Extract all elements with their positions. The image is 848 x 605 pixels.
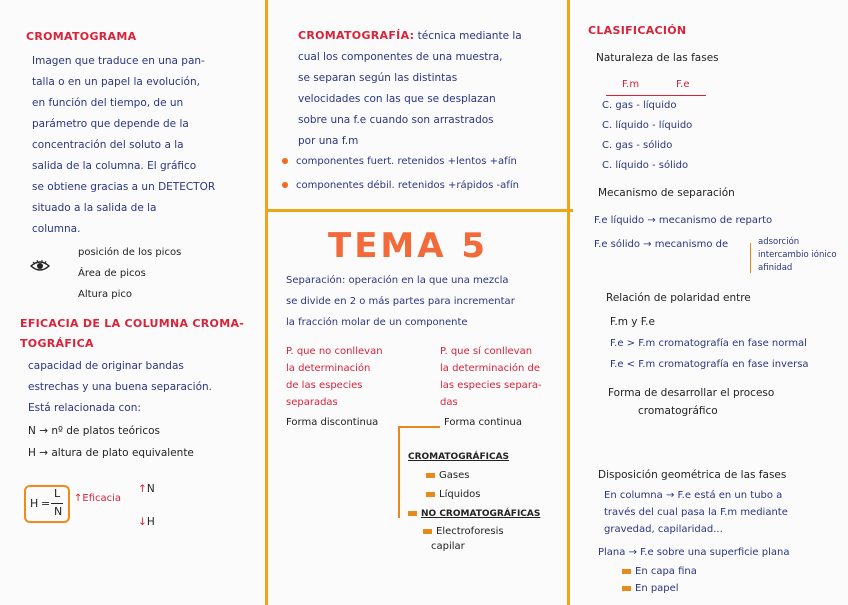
eficacia-title-line: EFICACIA DE LA COLUMNA CROMA- [20, 317, 245, 330]
dash-icon [426, 492, 435, 497]
left-line: la determinación [286, 363, 371, 374]
no-determinacion [286, 343, 383, 411]
columna-line: En columna → F.e está en un tubo a [604, 490, 783, 501]
list-item [282, 150, 519, 174]
sep-line: se divide en 2 o más partes para incrementar [286, 296, 515, 307]
cromatograma-definition [32, 51, 215, 240]
fase-inversa: F.e < F.m cromatografía en fase inversa [610, 359, 809, 370]
list-item: C. gas - líquido [602, 100, 677, 111]
down-h-label: H [146, 516, 155, 528]
list-item: adsorción [758, 237, 800, 247]
eff-line: capacidad de originar bandas [28, 360, 184, 372]
def-line: salida de la columna. El gráfico [32, 160, 197, 172]
bullet-icon [282, 182, 288, 188]
fe-solido: F.e sólido → mecanismo de [594, 239, 729, 250]
eficacia-label [74, 488, 121, 509]
clasificacion-title: CLASIFICACIÓN [588, 24, 687, 37]
disposicion-heading: Disposición geométrica de las fases [598, 469, 787, 481]
eficacia-text [28, 356, 212, 419]
crom-line: técnica mediante la [414, 30, 522, 42]
crom-line: cual los componentes de una muestra, [298, 51, 503, 63]
n-definition: N → nº de platos teóricos [28, 425, 160, 437]
bullet-text: componentes fuert. retenidos +lentos +afín [296, 156, 517, 167]
eff-line: estrechas y una buena separación. [28, 381, 212, 393]
list-item [282, 174, 519, 198]
electro-line: Electroforesis [436, 526, 504, 537]
si-determinacion [440, 343, 542, 411]
forma-line: cromatográfico [638, 405, 718, 417]
def-line: en función del tiempo, de un [32, 97, 184, 109]
fm-label: F.m [622, 79, 640, 90]
eye-icon [30, 257, 50, 276]
right-line: las especies separa- [440, 380, 542, 391]
column-clasificacion [570, 0, 848, 605]
electro-line: capilar [431, 541, 465, 552]
list-item: Altura pico [78, 289, 133, 300]
eff-line: Está relacionada con: [28, 402, 141, 414]
cromatografia-definition [298, 25, 522, 152]
gases-label: Gases [439, 470, 470, 481]
formula-eq: = [41, 497, 51, 510]
list-item: posición de los picos [78, 247, 182, 258]
list-item: intercambio iónico [758, 250, 837, 260]
forma-line: Forma de desarrollar el proceso [608, 387, 775, 399]
h-definition: H → altura de plato equivalente [28, 447, 194, 459]
capa-label: En capa fina [635, 566, 697, 577]
left-line: P. que no conllevan [286, 346, 383, 357]
plana-text: Plana → F.e sobre una superficie plana [598, 547, 790, 558]
mecanismo-heading: Mecanismo de separación [598, 187, 735, 199]
column-cromatografia [265, 0, 570, 605]
def-line: columna. [32, 223, 81, 235]
list-item [426, 485, 481, 504]
relacion-line: Relación de polaridad entre [606, 292, 751, 304]
list-item: afinidad [758, 263, 793, 273]
fase-normal: F.e > F.m cromatografía en fase normal [610, 338, 807, 349]
def-line: parámetro que depende de la [32, 118, 189, 130]
left-line: separadas [286, 397, 338, 408]
fraction-bar [51, 503, 63, 504]
eficacia-title [20, 314, 244, 354]
formula-h: H [30, 497, 39, 510]
brace-icon [750, 243, 757, 273]
right-line: das [440, 397, 458, 408]
naturaleza-heading: Naturaleza de las fases [596, 52, 719, 64]
fases-list [602, 96, 692, 176]
left-line: de las especies [286, 380, 363, 391]
down-h [138, 512, 155, 533]
columna-line: través del cual pasa la F.m mediante [604, 507, 788, 518]
list-item: C. líquido - líquido [602, 120, 693, 131]
mech-options [758, 236, 837, 275]
divider [268, 209, 573, 212]
tema-title: TEMA 5 [328, 226, 489, 266]
forma-discontinua: Forma discontinua [286, 417, 379, 428]
columna-text [604, 487, 788, 538]
def-line: se obtiene gracias a un DETECTOR [32, 181, 216, 193]
cromatograficas-list [426, 466, 481, 504]
columna-line: gravedad, capilaridad... [604, 524, 723, 535]
forma-heading [608, 384, 774, 420]
crom-line: sobre una f.e cuando son arrastrados [298, 114, 494, 126]
formula-box [24, 485, 70, 523]
no-cromatograficas [408, 504, 540, 525]
list-item: Área de picos [78, 268, 146, 279]
down-arrow-icon: ↓ [138, 516, 147, 528]
bullet-icon [282, 158, 288, 164]
dash-icon [622, 586, 631, 591]
list-item [426, 466, 481, 485]
plana-list [622, 563, 697, 597]
column-cromatograma [0, 0, 265, 605]
crom-line: por una f.m [298, 135, 359, 147]
def-line: concentración del soluto a la [32, 139, 184, 151]
chromatogram-items [78, 242, 181, 305]
dash-icon [426, 473, 435, 478]
formula-l: L [54, 487, 61, 500]
list-item: C. líquido - sólido [602, 160, 689, 171]
forma-continua: Forma continua [444, 417, 522, 428]
crom-line: velocidades con las que se desplazan [298, 93, 496, 105]
dash-icon [423, 529, 432, 534]
relacion-heading [606, 286, 751, 334]
cromatograficas-label: CROMATOGRÁFICAS [408, 452, 510, 462]
def-line: Imagen que traduce en una pan- [32, 55, 205, 67]
list-item [622, 580, 697, 597]
right-line: la determinación de [440, 363, 540, 374]
cromatograma-title: CROMATOGRAMA [26, 30, 137, 43]
crom-line: se separan según las distintas [298, 72, 458, 84]
list-item [622, 563, 697, 580]
up-arrow-icon: ↑ [138, 483, 147, 495]
dash-icon [622, 569, 631, 574]
sep-line: la fracción molar de un componente [286, 317, 468, 328]
electroforesis [423, 524, 504, 554]
fe-label: F.e [676, 79, 690, 90]
def-line: talla o en un papel la evolución, [32, 76, 200, 88]
right-line: P. que sí conllevan [440, 346, 533, 357]
up-n [138, 479, 155, 500]
sep-line: Separación: operación en la que una mezcla [286, 275, 509, 286]
list-item: C. gas - sólido [602, 140, 673, 151]
retention-bullets [282, 150, 519, 198]
dash-icon [408, 511, 417, 516]
cromatografia-title: CROMATOGRAFÍA: [298, 29, 415, 42]
up-n-label: N [146, 483, 155, 495]
cromatograficas [408, 447, 509, 468]
fe-liquido: F.e líquido → mecanismo de reparto [594, 215, 773, 226]
relacion-line: F.m y F.e [610, 316, 655, 328]
no-cromatograficas-label: NO CROMATOGRÁFICAS [421, 509, 541, 519]
papel-label: En papel [635, 583, 679, 594]
eficacia-arrow-label: ↑Eficacia [74, 493, 122, 504]
formula-n: N [54, 505, 63, 518]
separacion-definition [286, 270, 515, 333]
def-line: situado a la salida de la [32, 202, 157, 214]
bullet-text: componentes débil. retenidos +rápidos -afín [296, 180, 519, 191]
eficacia-title-line: TOGRÁFICA [20, 337, 94, 350]
liquidos-label: Líquidos [439, 489, 481, 500]
